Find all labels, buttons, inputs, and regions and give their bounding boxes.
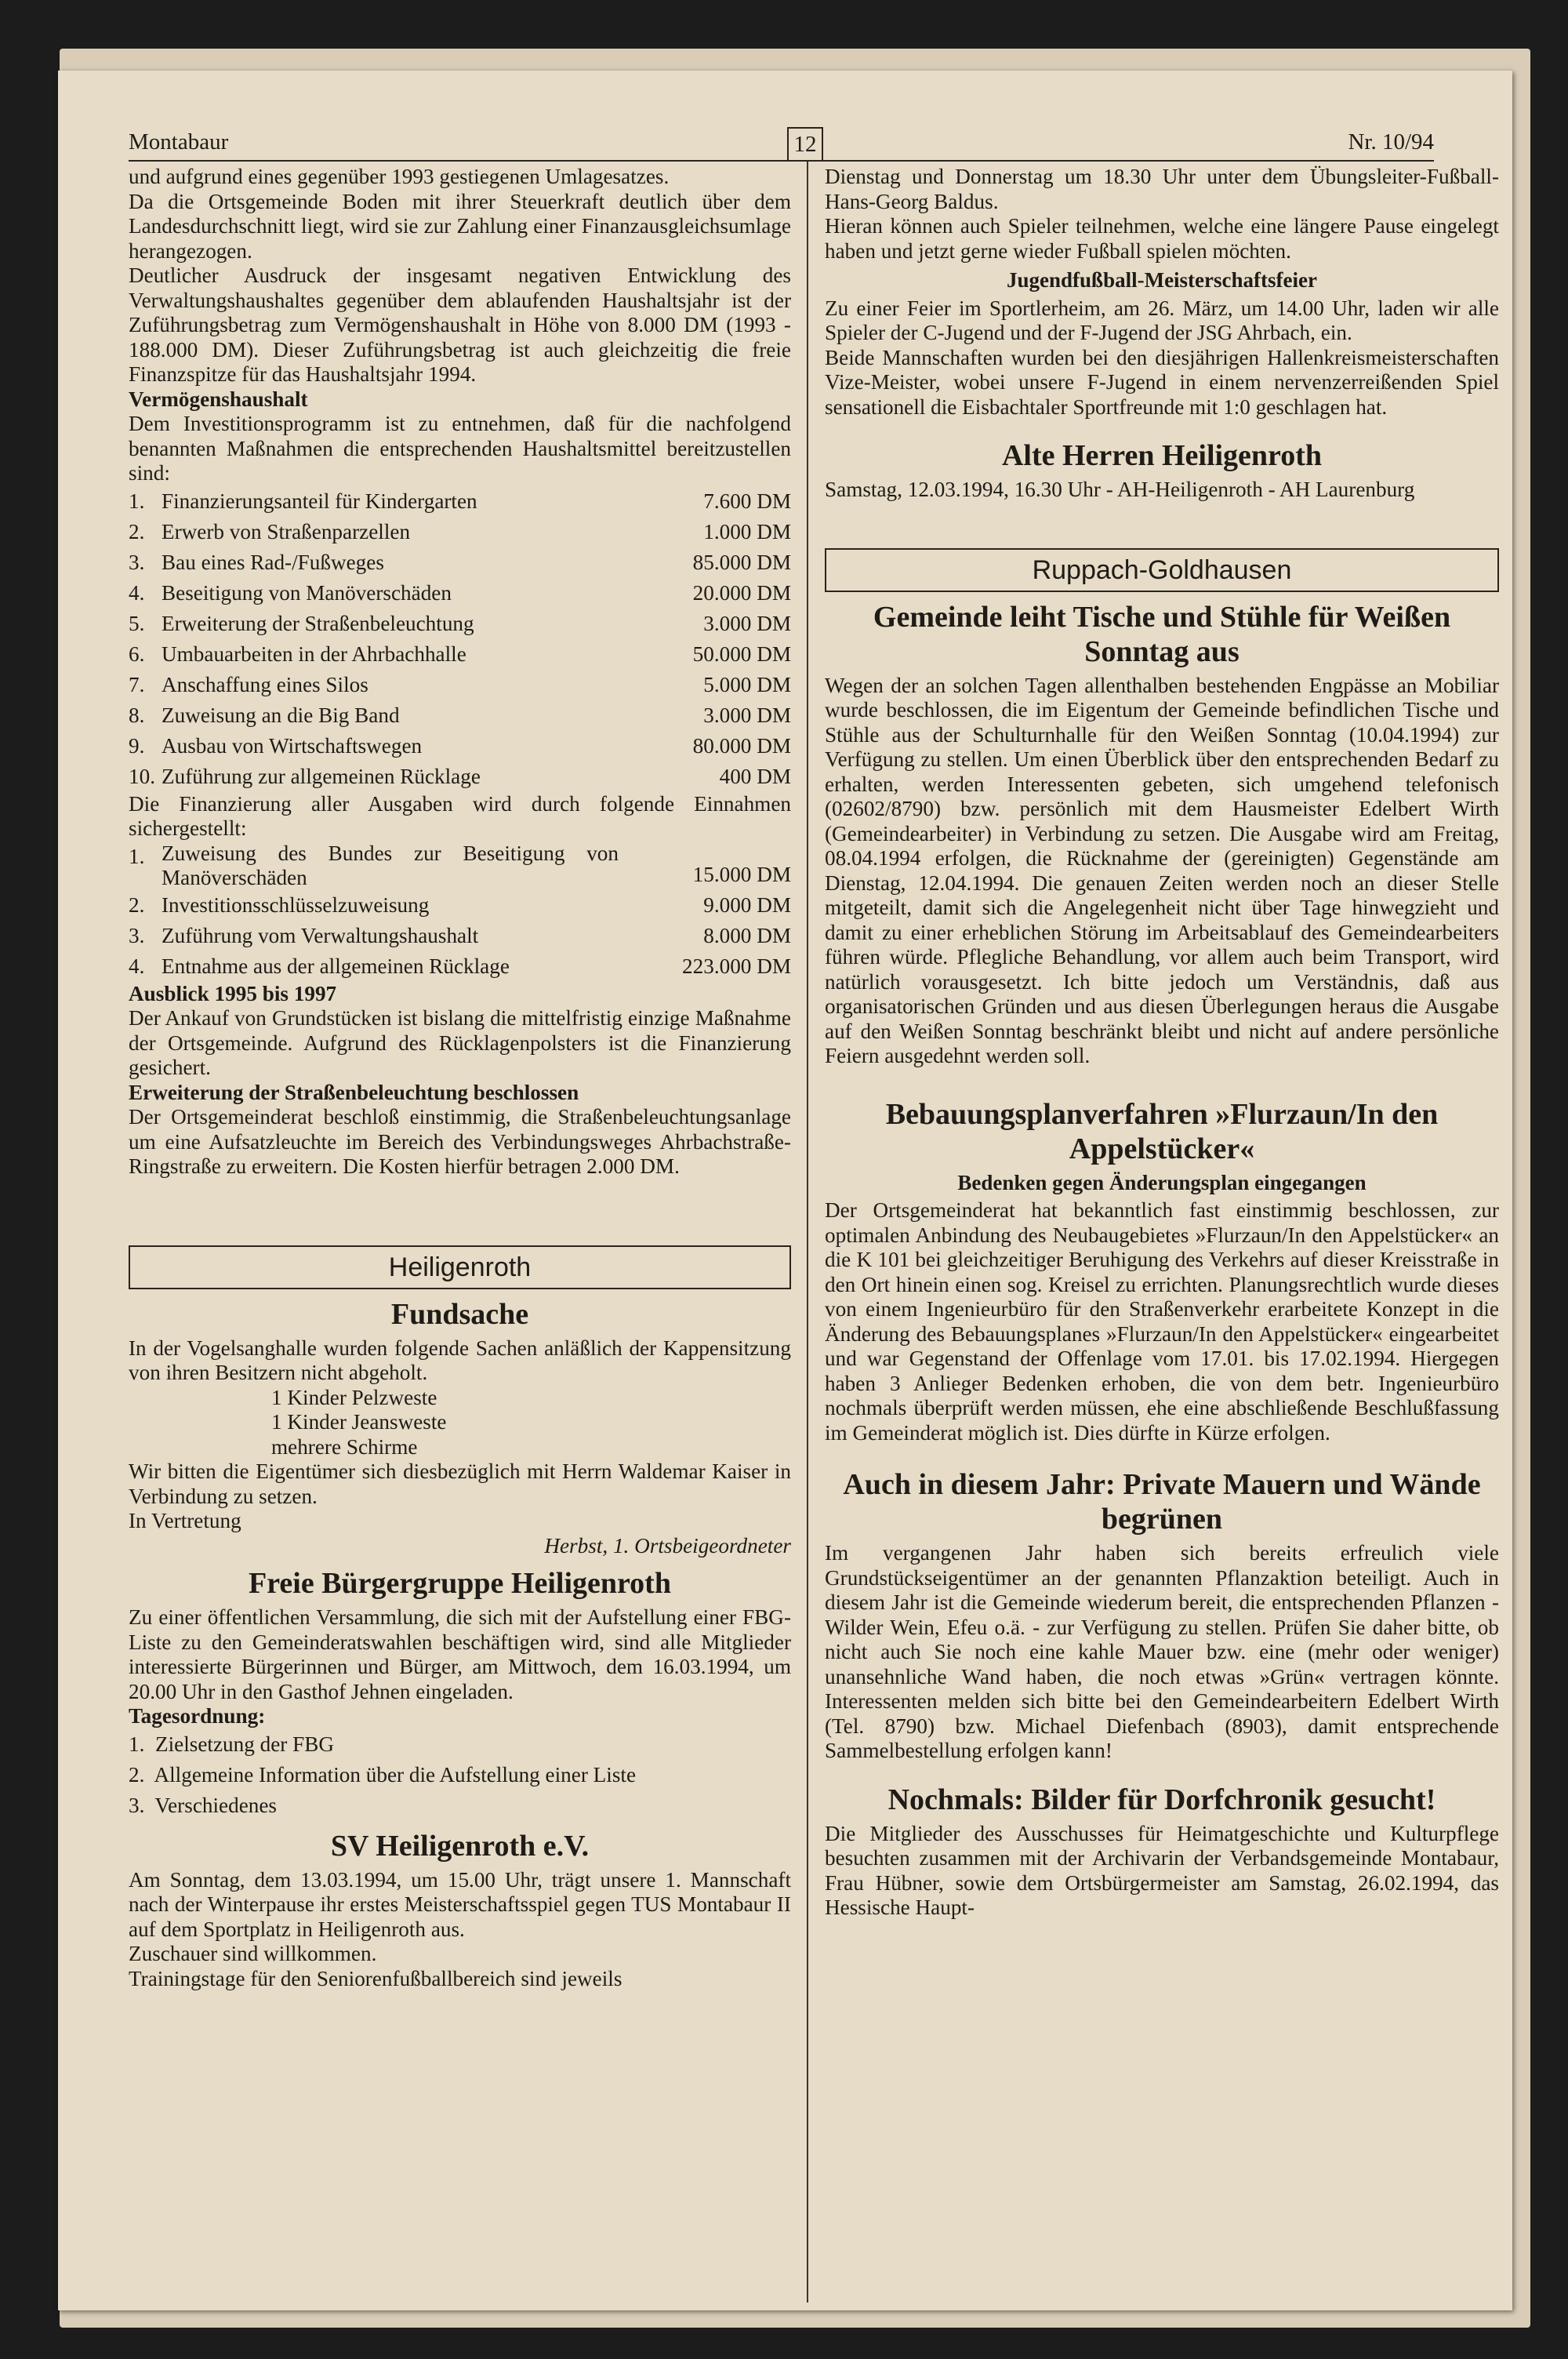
paragraph: und aufgrund eines gegenüber 1993 gestiegenen Umlagesatzes. bbox=[129, 165, 670, 188]
paragraph: In Vertretung bbox=[129, 1509, 241, 1532]
left-column bbox=[129, 165, 791, 1991]
list-item: mehrere Schirme bbox=[271, 1434, 418, 1459]
article-title: Gemeinde leiht Tische und Stühle für Weißen Sonntag aus bbox=[873, 600, 1451, 668]
list-item: 2. Allgemeine Information über die Aufstellung einer Liste bbox=[129, 1762, 637, 1787]
section-heading: Erweiterung der Straßenbeleuchtung beschlossen bbox=[129, 1080, 579, 1104]
article-title: Nochmals: Bilder für Dorfchronik gesucht! bbox=[887, 1783, 1436, 1816]
investment-list bbox=[129, 486, 791, 792]
column-divider bbox=[807, 162, 808, 2303]
newspaper-page bbox=[58, 71, 1512, 2310]
paragraph: Zuschauer sind willkommen. bbox=[129, 1942, 377, 1965]
list-item: 2. Investitionsschlüsselzuweisung 9.000 DM bbox=[129, 892, 791, 917]
section-heading: Vermögenshaushalt bbox=[129, 387, 308, 411]
list-item: 6. Umbauarbeiten in der Ahrbachhalle 50.000 DM bbox=[129, 642, 791, 666]
paragraph: Trainingstage für den Seniorenfußballbereich sind jeweils bbox=[129, 1966, 622, 1990]
paragraph: Zu einer Feier im Sportlerheim, am 26. März, um 14.00 Uhr, laden wir alle Spieler der C-Jugend und der F-Jugend der JSG Ahrbach, ein. bbox=[825, 296, 1499, 344]
paragraph: Wir bitten die Eigentümer sich diesbezüglich mit Herrn Waldemar Kaiser in Verbindung zu setzen. bbox=[129, 1459, 791, 1508]
paragraph: Der Ortsgemeinderat beschloß einstimmig, die Straßenbeleuchtungsanlage um eine Aufsatzleuchte im Bereich des Verbindungsweges Ahrbachstraße-Ringstraße zu erweitern. Die Kosten hierfür betragen 2.000 DM. bbox=[129, 1105, 791, 1178]
list-item: 3. Verschiedenes bbox=[129, 1793, 278, 1817]
article-title: SV Heiligenroth e.V. bbox=[330, 1829, 590, 1863]
article-title: Auch in diesem Jahr: Private Mauern und Wände begrünen bbox=[843, 1468, 1481, 1536]
page-number: 12 bbox=[787, 127, 823, 162]
list-item: 2. Erwerb von Straßenparzellen 1.000 DM bbox=[129, 519, 791, 543]
article-title: Fundsache bbox=[390, 1297, 529, 1331]
paragraph: Samstag, 12.03.1994, 16.30 Uhr - AH-Heiligenroth - AH Laurenburg bbox=[825, 478, 1415, 501]
paragraph: Deutlicher Ausdruck der insgesamt negativen Entwicklung des Verwaltungshaushaltes gegenüber dem ablaufenden Haushaltsjahr ist der Zuführungsbetrag zum Vermögenshaushalt in Höhe von 8.000 DM (1993 - 188.000 DM). Dieser Zuführungsbetrag ist auch gleichzeitig die freie Finanzspitze für das Haushaltsjahr 1994. bbox=[129, 264, 791, 386]
paragraph: In der Vogelsanghalle wurden folgende Sachen anläßlich der Kappensitzung von ihren Besitzern nicht abgeholt. bbox=[129, 1336, 791, 1384]
paragraph: Dienstag und Donnerstag um 18.30 Uhr unter dem Übungsleiter-Fußball-Hans-Georg Baldus. bbox=[825, 165, 1499, 213]
page-header bbox=[129, 127, 1434, 162]
list-item: 3. Bau eines Rad-/Fußweges 85.000 DM bbox=[129, 550, 791, 574]
list-item: 10. Zuführung zur allgemeinen Rücklage 400 DM bbox=[129, 764, 791, 788]
header-place: Montabaur bbox=[129, 129, 229, 154]
signature: Herbst, 1. Ortsbeigeordneter bbox=[544, 1533, 791, 1558]
section-heading: Tagesordnung: bbox=[129, 1704, 266, 1728]
list-item: 1 Kinder Jeansweste bbox=[271, 1410, 447, 1434]
finance-list bbox=[129, 841, 791, 982]
paragraph: Da die Ortsgemeinde Boden mit ihrer Steuerkraft deutlich über dem Landesdurchschnitt liegt, wird sie zur Zahlung einer Finanzausgleichsumlage herangezogen. bbox=[129, 189, 791, 263]
agenda-list bbox=[129, 1729, 791, 1821]
paragraph: Der Ankauf von Grundstücken ist bislang die mittelfristig einzige Maßnahme der Ortsgemeinde. Aufgrund des Rücklagenpolsters ist die Finanzierung gesichert. bbox=[129, 1006, 791, 1079]
list-item: 5. Erweiterung der Straßenbeleuchtung 3.000 DM bbox=[129, 611, 791, 635]
article-title: Alte Herren Heiligenroth bbox=[1001, 439, 1323, 472]
paragraph: Die Finanzierung aller Ausgaben wird durch folgende Einnahmen sichergestellt: bbox=[129, 791, 791, 840]
article-title: Bebauungsplanverfahren »Flurzaun/In den Appelstücker« bbox=[885, 1097, 1439, 1165]
paragraph: Zu einer öffentlichen Versammlung, die sich mit der Aufstellung einer FBG-Liste zu den Gemeinderatswahlen beschäftigen wird, sind alle Mitglieder interessierte Bürgerinnen und Bürger, am Mittwoch, dem 16.03.1994, um 20.00 Uhr in den Gasthof Jehnen eingeladen. bbox=[129, 1605, 791, 1703]
list-item: 7. Anschaffung eines Silos 5.000 DM bbox=[129, 672, 791, 696]
section-heading: Ausblick 1995 bis 1997 bbox=[129, 981, 337, 1005]
paragraph: Im vergangenen Jahr haben sich bereits erfreulich viele Grundstückseigentümer an der genannten Pflanzaktion beteiligt. Auch in diesem Jahr ist die Gemeinde wiederum bereit, die entsprechenden Pflanzen - Wilder Wein, Efeu o.ä. - zur Verfügung zu stellen. Prüfen Sie daher bitte, ob nicht auch Sie noch eine kahle Mauer bzw. eine (mehr oder weniger) unansehnliche Wand haben, die noch etwas »Grün« vertragen könnte. Interessenten melden sich bitte bei den Gemeindearbeitern Edelbert Wirth (Tel. 8790) bzw. Michael Diefenbach (8903), damit entsprechende Sammelbestellung erfolgen kann! bbox=[825, 1541, 1499, 1762]
list-item: 1. Zielsetzung der FBG bbox=[129, 1732, 335, 1756]
list-item: 9. Ausbau von Wirtschaftswegen 80.000 DM bbox=[129, 733, 791, 758]
paragraph: Dem Investitionsprogramm ist zu entnehmen, daß für die nachfolgend benannten Maßnahmen die entsprechenden Haushaltsmittel bereitzustellen sind: bbox=[129, 412, 791, 485]
paragraph: Hieran können auch Spieler teilnehmen, welche eine längere Pause eingelegt haben und jetzt gerne wieder Fußball spielen möchten. bbox=[825, 214, 1499, 263]
list-item: 8. Zuweisung an die Big Band 3.000 DM bbox=[129, 703, 791, 727]
paragraph: Die Mitglieder des Ausschusses für Heimatgeschichte und Kulturpflege besuchten zusammen mit der Archivarin der Verbandsgemeinde Montabaur, Frau Hübner, sowie dem Ortsbürgermeister am Samstag, 26.02.1994, das Hessische Haupt- bbox=[825, 1821, 1499, 1919]
header-issue: Nr. 10/94 bbox=[1348, 129, 1434, 154]
list-item: 1. Zuweisung des Bundes zur Beseitigung von Manöverschäden 15.000 DM bbox=[129, 841, 791, 889]
right-column bbox=[825, 165, 1499, 1921]
paragraph: Am Sonntag, dem 13.03.1994, um 15.00 Uhr, trägt unsere 1. Mannschaft nach der Winterpause ihr erstes Meisterschaftsspiel gegen TUS Montabaur II auf dem Sportplatz in Heiligenroth aus. bbox=[129, 1867, 791, 1941]
article-title: Freie Bürgergruppe Heiligenroth bbox=[249, 1567, 671, 1600]
list-item: 4. Beseitigung von Manöverschäden 20.000 DM bbox=[129, 580, 791, 605]
list-item: 1 Kinder Pelzweste bbox=[271, 1385, 437, 1409]
paragraph: Beide Mannschaften wurden bei den diesjährigen Hallenkreismeisterschaften Vize-Meister, wobei unsere F-Jugend in einem nervenzerreißenden Spiel sensationell die Eisbachtaler Sportfreunde mit 1:0 geschlagen hat. bbox=[825, 345, 1499, 419]
list-item: 4. Entnahme aus der allgemeinen Rücklage 223.000 DM bbox=[129, 954, 791, 978]
section-heading: Jugendfußball-Meisterschaftsfeier bbox=[1007, 268, 1317, 292]
paragraph: Wegen der an solchen Tagen allenthalben bestehenden Engpässe an Mobiliar wurde beschlossen, die im Eigentum der Gemeinde befindlichen Tische und Stühle aus der Schulturnhalle für den Weißen Sonntag (10.04.1994) zur Verfügung zu stellen. Um einen Überblick über den entsprechenden Bedarf zu erhalten, werden Interessenten gebeten, sich umgehend telefonisch (02602/8790) bzw. persönlich mit dem Hausmeister Edelbert Wirth (Gemeindearbeiter) in Verbindung zu setzen. Die Ausgabe wird am Freitag, 08.04.1994 erfolgen, die Rücknahme der (gereinigten) Gegenstände am Dienstag, 12.04.1994. Die genauen Zeiten werden noch an dieser Stelle mitgeteilt, damit sich die Angelegenheit nicht über Tage hinwegzieht und damit zu einer erheblichen Störung im Arbeitsablauf des Gemeindearbeiters führen würde. Pflegliche Behandlung, vor allem auch beim Transport, wird natürlich vorausgesetzt. Ich bitte jedoch um Verständnis, daß aus organisatorischen Gründen und aus diesen Überlegungen heraus die Ausgabe auf den Weißen Sonntag beschränkt bleibt und nicht auf andere persönliche Feiern ausgedehnt werden soll. bbox=[825, 673, 1499, 1067]
paragraph: Der Ortsgemeinderat hat bekanntlich fast einstimmig beschlossen, zur optimalen Anbindung des Neubaugebietes »Flurzaun/In den Appelstücker« an die K 101 bei gleichzeitiger Beruhigung des Verkehrs auf dieser Kreisstraße in den Ort hinein einen sog. Kreisel zu errichten. Planungsrechtlich wurde dieses von einem Ingenieurbüro für den Straßenverkehr erarbeitete Konzept in die Änderung des Bebauungsplanes »Flurzaun/In den Appelstücker« eingearbeitet und war Gegenstand der Offenlage vom 17.01. bis 17.02.1994. Hiergegen haben 3 Anlieger Bedenken erhoben, die von dem betr. Ingenieurbüro nochmals überprüft werden müssen, ehe eine abschließende Beschlußfassung im Gemeinderat möglich ist. Dies dürfte in Kürze erfolgen. bbox=[825, 1198, 1499, 1445]
section-box-ruppach: Ruppach-Goldhausen bbox=[825, 548, 1499, 592]
section-heading: Bedenken gegen Änderungsplan eingegangen bbox=[957, 1170, 1367, 1194]
list-item: 3. Zuführung vom Verwaltungshaushalt 8.000 DM bbox=[129, 923, 791, 947]
list-item: 1. Finanzierungsanteil für Kindergarten 7.600 DM bbox=[129, 489, 791, 513]
section-box-heiligenroth: Heiligenroth bbox=[129, 1245, 791, 1289]
